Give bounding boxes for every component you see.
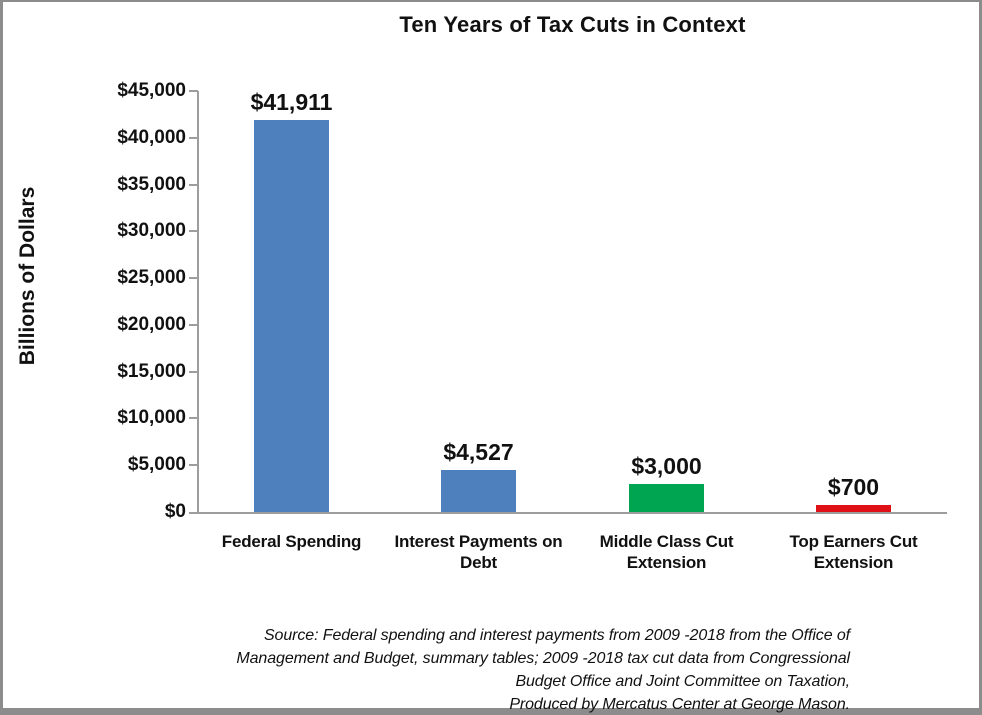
bar-group-middle-class-cut (573, 0, 760, 715)
y-tick-mark (189, 417, 198, 419)
source-note-line: Source: Federal spending and interest payments from 2009 -2018 from the Office of (263, 627, 850, 644)
y-axis-title: Billions of Dollars (16, 186, 39, 366)
y-tick-label: $25,000 (117, 267, 186, 288)
y-tick-label: $5,000 (127, 454, 186, 475)
y-tick-label: $40,000 (117, 127, 186, 148)
y-tick-mark (189, 277, 198, 279)
y-tick-label: $15,000 (117, 361, 186, 382)
y-tick-mark (189, 137, 198, 139)
source-note (60, 624, 850, 715)
window-border-left (0, 0, 3, 715)
category-label-top-earners-cut: Top Earners Cut Extension (789, 532, 918, 572)
bar-value-label: $700 (827, 474, 880, 500)
y-tick-mark (189, 324, 198, 326)
bar-group-top-earners-cut (760, 0, 947, 715)
bar-group-federal-spending (198, 0, 385, 715)
y-tick-label: $45,000 (117, 80, 186, 101)
category-label-interest-payments: Interest Payments on Debt (394, 532, 563, 572)
y-tick-mark (189, 184, 198, 186)
y-tick-label: $30,000 (117, 220, 186, 241)
y-tick-mark (189, 90, 198, 92)
bar-interest-payments-on-debt (441, 470, 516, 512)
bar-value-label: $41,911 (250, 89, 333, 115)
bar-federal-spending (254, 120, 329, 512)
y-tick-mark (189, 464, 198, 466)
y-tick-label: $0 (164, 501, 186, 522)
bar-value-label: $4,527 (443, 439, 514, 465)
y-tick-label: $35,000 (117, 174, 186, 195)
bar-value-label: $3,000 (631, 453, 702, 479)
category-label-middle-class-cut: Middle Class Cut Extension (599, 532, 734, 572)
bar-top-earners-cut-extension (816, 505, 891, 512)
y-tick-mark (189, 371, 198, 373)
bar-group-interest-payments (385, 0, 572, 715)
y-tick-mark (189, 230, 198, 232)
source-note-line: Produced by Mercatus Center at George Mason. (509, 696, 850, 713)
source-note-line: Budget Office and Joint Committee on Taxation, (515, 673, 850, 690)
category-label-federal-spending: Federal Spending (221, 532, 362, 551)
bar-middle-class-cut-extension (629, 484, 704, 512)
y-tick-label: $20,000 (117, 314, 186, 335)
source-note-line: Management and Budget, summary tables; 2009 -2018 tax cut data from Congressional (236, 650, 850, 667)
chart-title: Ten Years of Tax Cuts in Context (399, 12, 746, 37)
y-tick-label: $10,000 (117, 407, 186, 428)
